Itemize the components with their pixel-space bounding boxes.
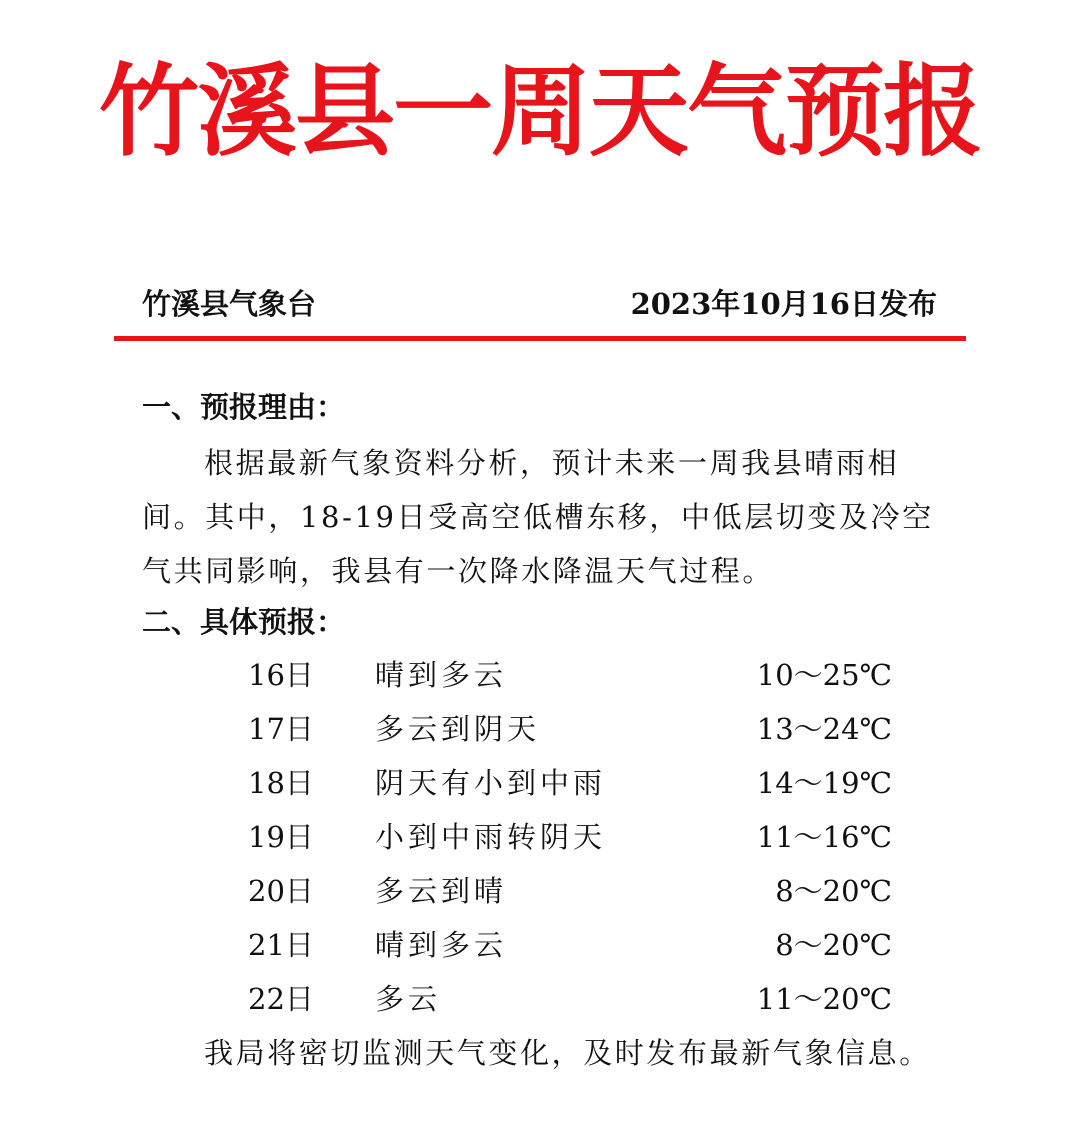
forecast-day: 18日 bbox=[248, 766, 314, 800]
forecast-day: 21日 bbox=[248, 928, 314, 962]
issue-date: 2023年10月16日发布 bbox=[630, 287, 937, 321]
forecast-temperature: 10～25℃ bbox=[756, 658, 892, 692]
forecast-temperature: 8～20℃ bbox=[775, 874, 892, 908]
reason-paragraph: 根据最新气象资料分析，预计未来一周我县晴雨相间。其中，18-19日受高空低槽东移，中低层切变及冷空气共同影响，我县有一次降水降温天气过程。 bbox=[142, 446, 934, 588]
forecast-temperature: 11～20℃ bbox=[756, 982, 892, 1016]
forecast-row bbox=[0, 702, 1080, 756]
forecast-row bbox=[0, 810, 1080, 864]
forecast-temperature: 14～19℃ bbox=[756, 766, 892, 800]
forecast-day: 17日 bbox=[248, 712, 314, 746]
forecast-row bbox=[0, 972, 1080, 1026]
forecast-row bbox=[0, 864, 1080, 918]
forecast-weather: 阴天有小到中雨 bbox=[375, 766, 607, 800]
closing-statement: 我局将密切监测天气变化，及时发布最新气象信息。 bbox=[204, 1036, 931, 1070]
forecast-row bbox=[0, 756, 1080, 810]
document-title: 竹溪县一周天气预报 bbox=[99, 53, 981, 170]
forecast-temperature: 11～16℃ bbox=[756, 820, 892, 854]
forecast-weather: 小到中雨转阴天 bbox=[375, 820, 607, 854]
header-divider bbox=[114, 336, 966, 341]
forecast-weather: 多云到阴天 bbox=[375, 712, 541, 746]
forecast-weather: 多云到晴 bbox=[375, 874, 508, 908]
forecast-day: 20日 bbox=[248, 874, 314, 908]
forecast-row bbox=[0, 918, 1080, 972]
forecast-temperature: 8～20℃ bbox=[775, 928, 892, 962]
forecast-weather: 晴到多云 bbox=[375, 928, 508, 962]
forecast-heading: 二、具体预报： bbox=[142, 605, 346, 639]
forecast-weather: 多云 bbox=[375, 982, 442, 1016]
forecast-weather: 晴到多云 bbox=[375, 658, 508, 692]
forecast-day: 16日 bbox=[248, 658, 314, 692]
forecast-day: 19日 bbox=[248, 820, 314, 854]
forecast-day: 22日 bbox=[248, 982, 314, 1016]
issuer-name: 竹溪县气象台 bbox=[142, 287, 317, 321]
forecast-row bbox=[0, 648, 1080, 702]
forecast-temperature: 13～24℃ bbox=[756, 712, 892, 746]
reason-heading: 一、预报理由： bbox=[142, 390, 346, 424]
